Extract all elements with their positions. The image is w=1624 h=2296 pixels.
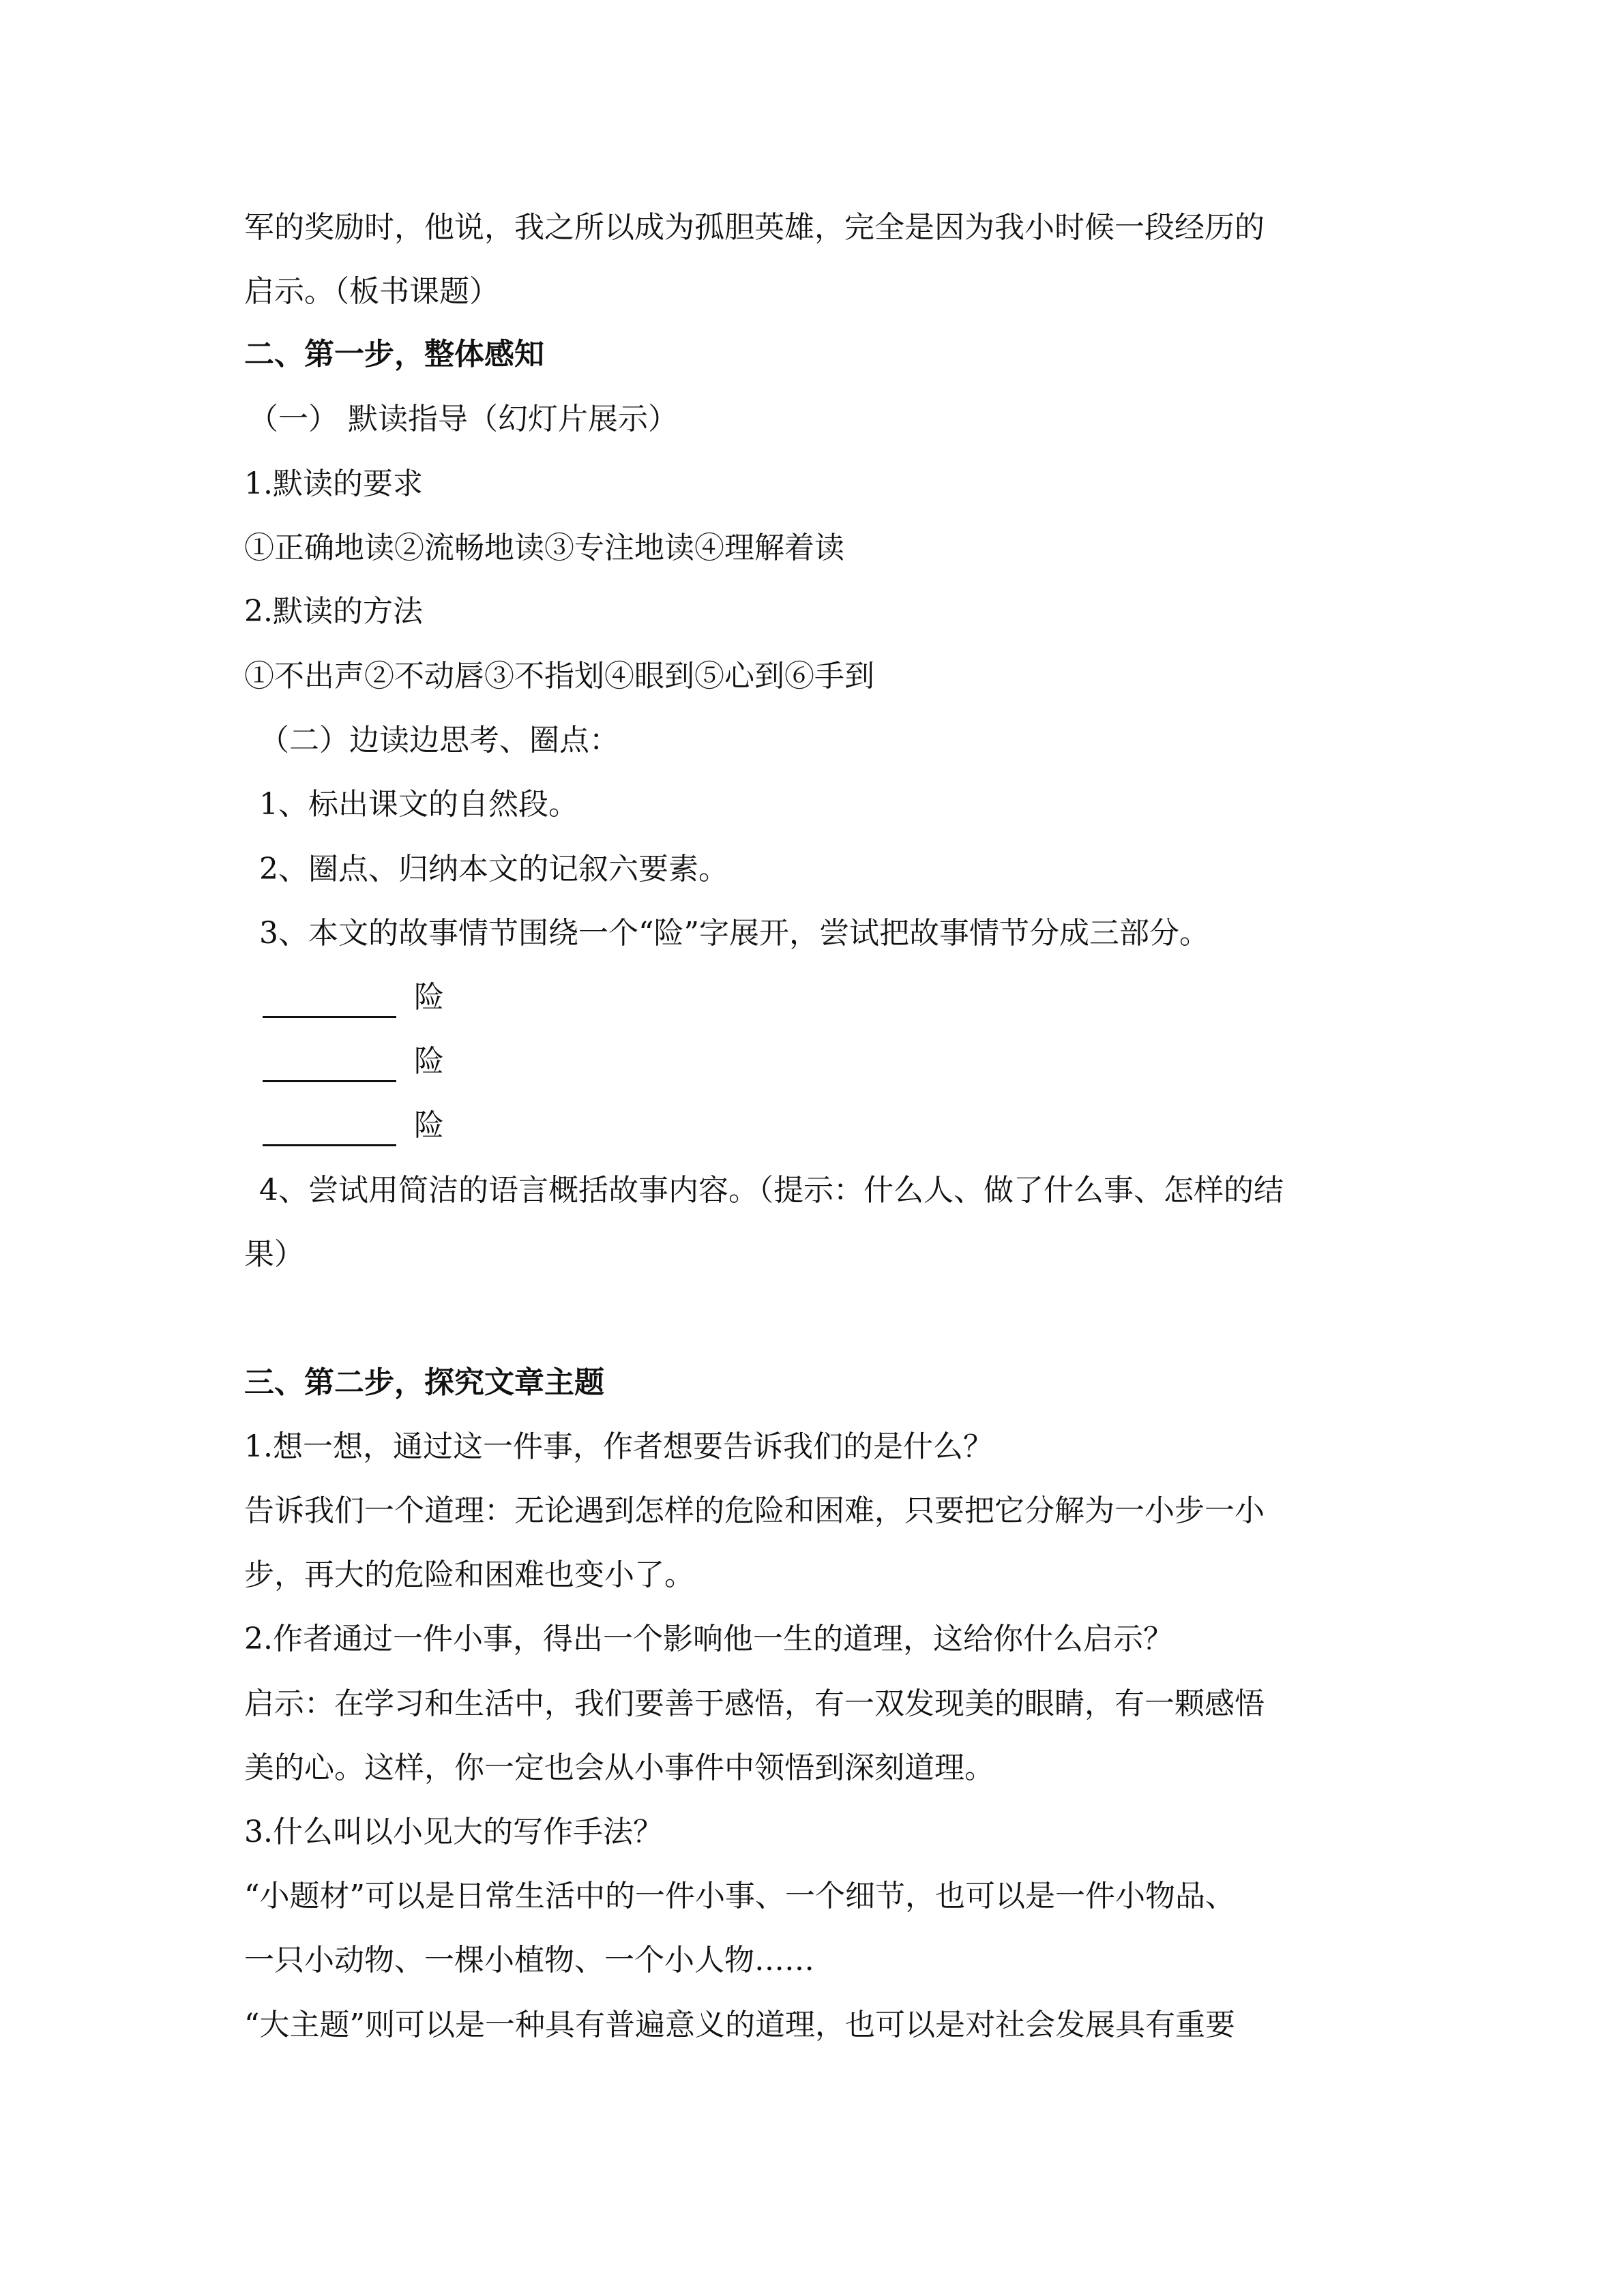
- fill-blank-row: [263, 1105, 444, 1146]
- fill-blank-label: 险: [414, 1044, 444, 1079]
- task-item: 1、标出课文的自然段。: [259, 787, 578, 822]
- task-item: 3、本文的故事情节围绕一个“险”字展开，尝试把故事情节分成三部分。: [259, 916, 1209, 951]
- question: 3.什么叫以小见大的写作手法？: [244, 1815, 663, 1849]
- question: 2.作者通过一件小事，得出一个影响他一生的道理，这给你什么启示？: [244, 1622, 1173, 1656]
- answer-line: 步，再大的危险和困难也变小了。: [244, 1557, 694, 1592]
- paragraph-line: 启示。（板书课题）: [244, 274, 499, 309]
- list-items: ①正确地读②流畅地读③专注地读④理解着读: [244, 531, 844, 565]
- fill-blank-row: [263, 1041, 444, 1082]
- fill-blank-label: 险: [414, 980, 444, 1015]
- answer-line: 启示：在学习和生活中，我们要善于感悟，有一双发现美的眼睛，有一颗感悟: [244, 1686, 1265, 1721]
- answer-blank[interactable]: [263, 1053, 396, 1082]
- task-item: 2、圈点、归纳本文的记叙六要素。: [259, 852, 728, 886]
- fill-blank-label: 险: [414, 1108, 444, 1143]
- subsection-heading: （二）边读边思考、圈点：: [259, 723, 619, 758]
- answer-line: “小题材”可以是日常生活中的一件小事、一个细节，也可以是一件小物品、: [244, 1879, 1235, 1913]
- paragraph-line: 军的奖励时，他说，我之所以成为孤胆英雄，完全是因为我小时候一段经历的: [244, 210, 1265, 245]
- list-heading: 2.默读的方法: [244, 594, 423, 629]
- question: 1.想一想，通过这一件事，作者想要告诉我们的是什么？: [244, 1429, 993, 1464]
- section-heading: 三、第二步，探究文章主题: [244, 1365, 604, 1400]
- task-item: 4、尝试用简洁的语言概括故事内容。（提示：什么人、做了什么事、怎样的结: [259, 1173, 1284, 1208]
- subsection-heading: （一） 默读指导（幻灯片展示）: [248, 402, 678, 436]
- answer-line: “大主题”则可以是一种具有普遍意义的道理，也可以是对社会发展具有重要: [244, 2008, 1235, 2042]
- answer-line: 一只小动物、一棵小植物、一个小人物……: [244, 1943, 814, 1978]
- list-items: ①不出声②不动唇③不指划④眼到⑤心到⑥手到: [244, 659, 874, 694]
- answer-blank[interactable]: [263, 989, 396, 1018]
- section-heading: 二、第一步，整体感知: [244, 337, 544, 372]
- list-heading: 1.默读的要求: [244, 466, 423, 501]
- fill-blank-row: [263, 977, 444, 1018]
- paragraph-line: 果）: [244, 1237, 304, 1272]
- answer-line: 告诉我们一个道理：无论遇到怎样的危险和困难，只要把它分解为一小步一小: [244, 1493, 1265, 1528]
- answer-line: 美的心。这样，你一定也会从小事件中领悟到深刻道理。: [244, 1750, 994, 1785]
- answer-blank[interactable]: [263, 1117, 396, 1146]
